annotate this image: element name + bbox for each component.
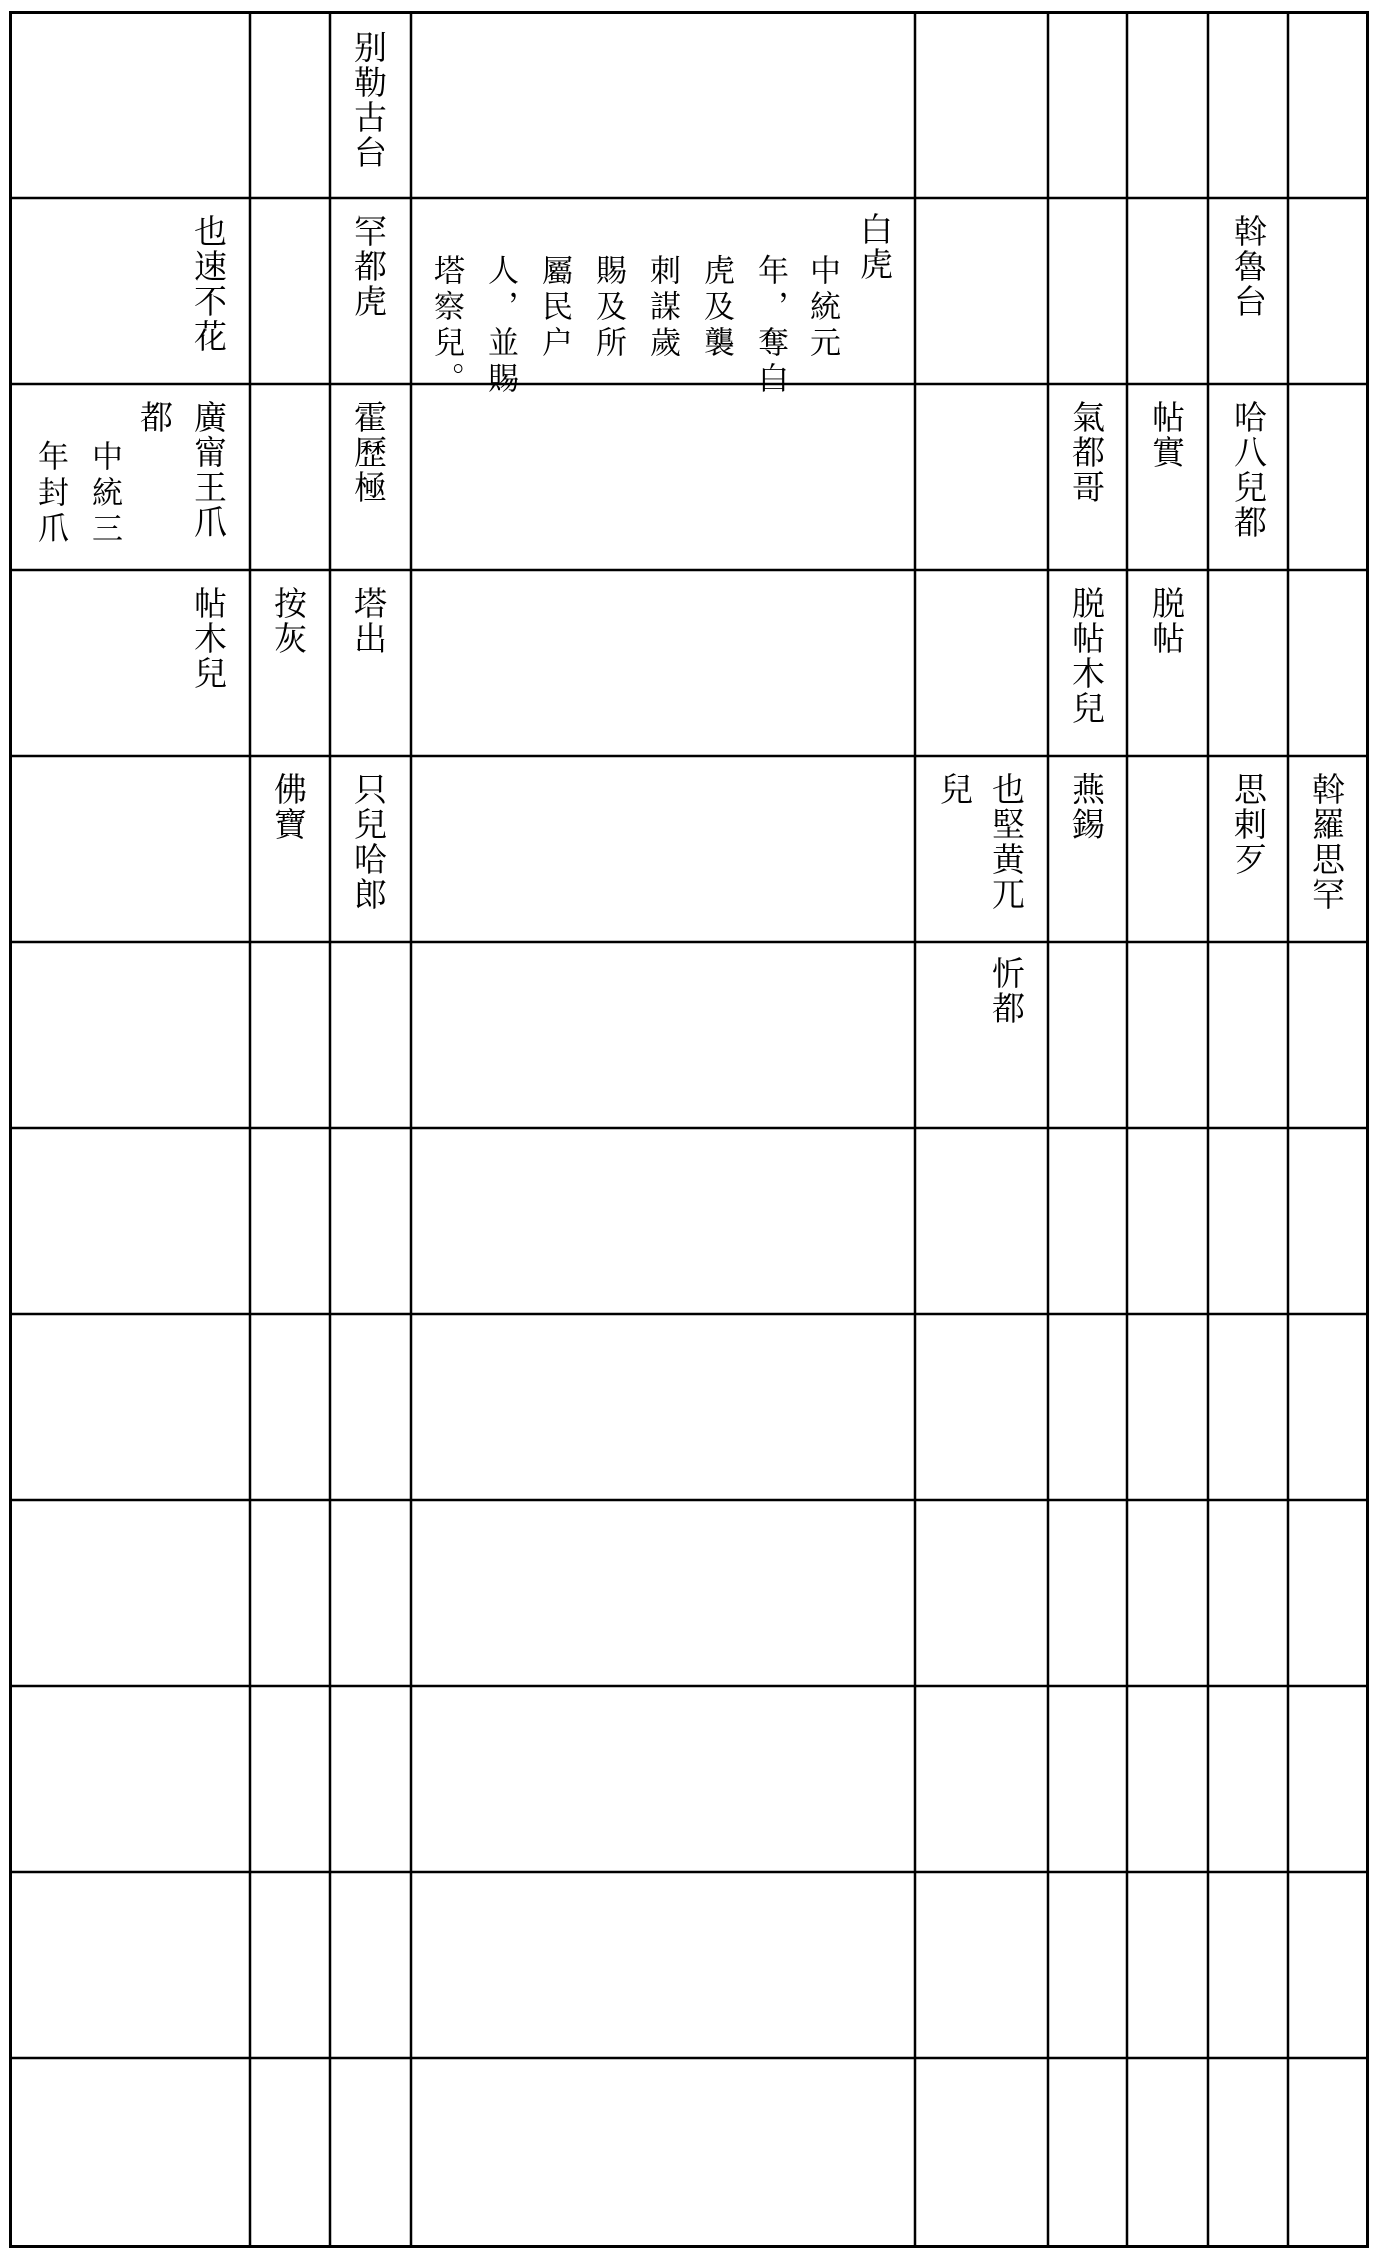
cell-r5-i-name: 斡羅思罕 [1307,772,1346,912]
cell-r2-d-note-5: 賜及所 [590,254,626,362]
cell-r5-c-name: 只兒哈郎 [349,772,388,912]
cell-r4-c-name: 塔出 [349,586,388,656]
cell-r3-h-name: 哈八兒都 [1229,400,1268,540]
cell-r5-e-name: 也堅黄兀 [987,772,1026,912]
cell-r2-d-note-8: 塔察兒。 [428,254,464,398]
cell-r4-f-name: 脱帖木兒 [1067,586,1106,726]
cell-r4-g-name: 脱帖 [1147,586,1186,656]
cell-r3-a-note-2: 年封爪 [32,440,68,548]
cell-r3-f-name: 氣都哥 [1067,400,1106,505]
cell-r2-c-name: 罕都虎 [349,214,388,319]
cell-r2-d-note-7: 人，並賜 [482,254,518,398]
cell-r3-c-name: 霍歷極 [349,400,388,505]
cell-r1-c-name: 别勒古台 [349,30,388,170]
cell-r6-e-name: 忻都 [987,956,1026,1026]
cell-r3-a-note-1: 中統三 [86,440,122,548]
cell-r2-d-name: 白虎 [855,212,894,282]
cell-r4-a-name: 帖木兒 [189,586,228,691]
cell-r2-a-name: 也速不花 [189,214,228,354]
cell-r5-e-extra: 兒 [935,772,974,807]
cell-r3-a-name: 廣甯王爪 [189,400,228,540]
cell-r5-h-name: 思剌歹 [1229,772,1268,877]
cell-r4-b-name: 按灰 [269,586,308,656]
cell-r2-d-note-2: 年，奪白 [752,254,788,398]
cell-r3-a-extra: 都 [135,400,174,435]
cell-r5-b-name: 佛寶 [269,772,308,842]
cell-r2-d-note-4: 刺謀歲 [644,254,680,362]
cell-r2-d-note-6: 屬民户 [536,254,572,362]
cell-r2-d-note-3: 虎及襲 [698,254,734,362]
cell-r3-g-name: 帖實 [1147,400,1186,470]
cell-r2-d-note-1: 中統元 [804,254,840,362]
cell-r2-h-name: 斡魯台 [1229,214,1268,319]
cell-r5-f-name: 燕錫 [1067,772,1106,842]
